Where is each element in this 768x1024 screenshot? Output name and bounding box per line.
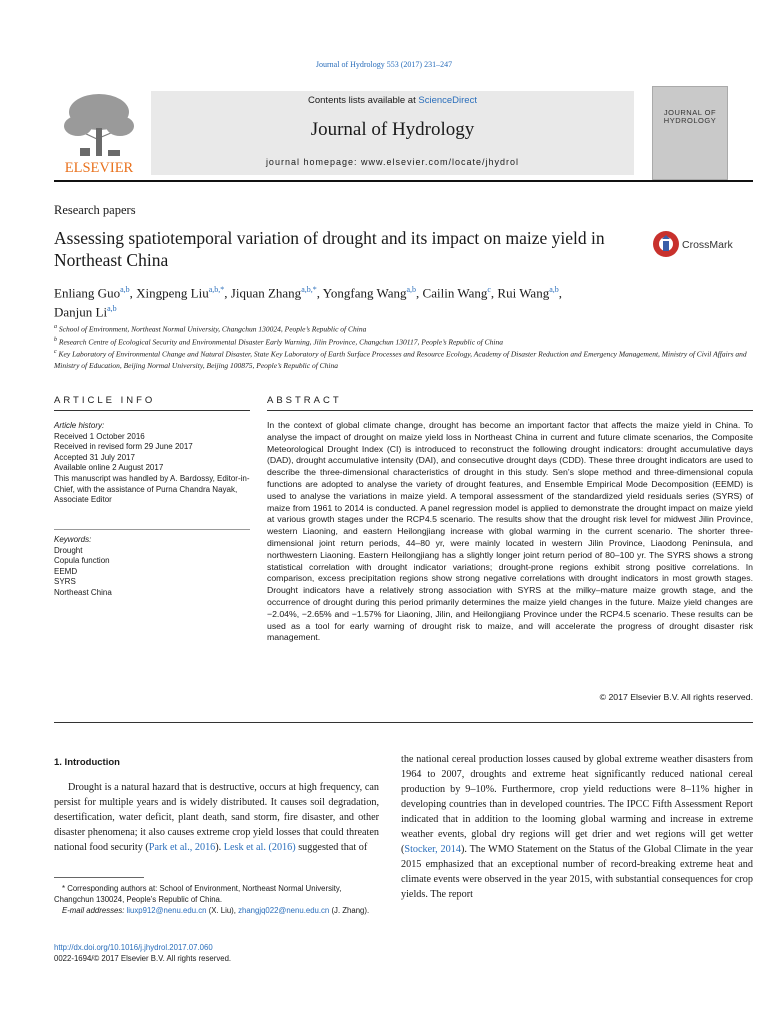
affiliation-item	[54, 347, 754, 371]
intro-right-column	[401, 752, 753, 902]
author-affiliation-mark[interactable]: a,b	[406, 285, 417, 294]
sciencedirect-link[interactable]: ScienceDirect	[418, 95, 477, 106]
keyword-item: SYRS	[54, 577, 76, 587]
article-info-heading: ARTICLE INFO	[54, 395, 156, 406]
email-owner-zhang: (J. Zhang).	[329, 906, 370, 915]
intro-right-text-2: ). The WMO Statement on the Status of the Global Climate in the year 2015 emphasized that an exceptional number of record-breaking extreme heat and climate events were observed in the year 2015, with substantial consequences for crop yields. The report	[401, 844, 753, 900]
paper-title: Assessing spatiotemporal variation of drought and its impact on maize yield in Northeast China	[54, 228, 605, 270]
issn-line: 0022-1694/© 2017 Elsevier B.V. All rights reserved.	[54, 954, 232, 963]
abstract-text: In the context of global climate change, drought has become an important factor that affects the maize yield in China. To analyse the impact of drought on maize yield loss in Northeast China in current and future climate scenarios, the Composite Meteorological Drought Index (CI) is introduced to reconstruct the following drought indicators: drought accumulative days (DAD), drought accumulative intensity (DAI), and consecutive drought days (CDD). These three drought indicators are used to describe the three-dimensional characteristics of drought in this study. Sen’s slope method and three-dimensional copula functions are adopted to analyse the variety of drought features, and Ensemble Empirical Mode Decomposition (EEMD) is used to analyse the variations in maize yield. A temporal assessment of the standardized yield residuals series (SYRS) of maize from 1961 to 2014 is conducted. A panel regression model is applied to demonstrate the drought impact on maize yield at various growth stages under the RCP4.5 scenario. The results show that the drought risk level for midwest Jilin Province, western Liaoning, and eastern Heilongjiang increase with global warming in the current scenario. The shorter three-dimensional joint return periods, 44–80 yr, were mainly located in western Jilin Province, Liaodong Peninsula, and northwestern Liaoning. Eastern Heilongjiang has a slightly longer joint return period of 80–100 yr. The SYRS shows a strong statistical correlation with drought indicator variations; drought-prone regions exhibit strong positive correlations. In comparison, excess precipitation regions show strong negative correlations with drought indicators in most growth stages. Drought indicators have a relatively strong association with SYRS at the milky–mature maize growth stage, and the occurrence of drought during this period primarily determines the maize yield changes in the future. Maize yield changes are −2.04%, −2.65% and −1.57% for Liaoning, Jilin, and Heilongjiang Province under the RCP4.5 scenario. These results can be used as a tool for early warning of drought risk to maize, and will accelerate the progress of drought disaster risk management.	[267, 420, 753, 643]
history-item: Accepted 31 July 2017	[54, 452, 135, 462]
keyword-item: EEMD	[54, 566, 78, 576]
author-separator: ,	[490, 285, 498, 301]
intro-left-text: Drought is a natural hazard that is destructive, occurs at high frequency, can persist for multiple years and is widely distributed. It causes soil degradation, desertification, water deficit, plant death, sand storm, fire disaster, and other disaster phenomena; it also causes extreme crop yield losses that could threaten national food security (	[54, 782, 379, 853]
footnote-rule	[54, 877, 144, 878]
crossmark-label: CrossMark	[682, 239, 733, 251]
author-name[interactable]: Rui Wang	[497, 285, 550, 301]
author-affiliation-mark[interactable]: a,b	[107, 304, 117, 314]
abstract-bottom-rule	[54, 722, 753, 723]
citation-lesk-2016[interactable]: Lesk et al. (2016)	[223, 842, 296, 853]
author-name[interactable]: Xingpeng Liu	[136, 285, 209, 301]
affiliations	[54, 322, 754, 371]
intro-right-text: the national cereal production losses caused by global extreme weather disasters from 1964 to 2007, droughts and extreme heat significantly reduced national cereal production by 9–10%. Furthermore, crop yield reductions were 8–11% higher in developing countries than in developed countries. The IPCC Fifth Assessment Report indicated that in addition to the looming global warming and increase in extreme weather events, global dry regions will get drier and wet regions will get wetter (	[401, 754, 753, 855]
email-note	[54, 905, 379, 916]
journal-reference[interactable]: Journal of Hydrology 553 (2017) 231–247	[315, 60, 453, 69]
elsevier-logo	[54, 88, 144, 176]
citation-stocker-2014[interactable]: Stocker, 2014	[404, 844, 461, 855]
article-info-rule	[54, 410, 250, 411]
author-separator: ,	[129, 285, 137, 301]
footnotes	[54, 883, 379, 916]
elsevier-wordmark: ELSEVIER	[64, 160, 134, 176]
author-affiliation-mark[interactable]: a,b,*	[208, 285, 225, 294]
keyword-item: Northeast China	[54, 587, 112, 597]
history-list	[54, 432, 250, 506]
affiliation-item	[54, 335, 754, 348]
homepage-line	[151, 157, 634, 167]
keywords-block	[54, 535, 250, 599]
author-name[interactable]: Enliang Guo	[54, 285, 121, 301]
affiliation-text: Research Centre of Ecological Security and Environmental Disaster Early Warning, Jilin Province, Changchun 130117, People’s Republic of China	[58, 337, 503, 346]
author-name[interactable]: Danjun Li	[54, 304, 108, 320]
author-separator: ,	[558, 285, 563, 301]
author-name[interactable]: Cailin Wang	[422, 285, 488, 301]
affiliation-mark: c	[54, 349, 57, 355]
doi-block	[54, 942, 379, 964]
history-item: Received in revised form 29 June 2017	[54, 442, 193, 452]
affiliation-mark: b	[54, 336, 57, 343]
journal-masthead	[54, 86, 753, 182]
email-owner-liu: (X. Liu),	[206, 906, 239, 915]
author-name[interactable]: Yongfang Wang	[322, 285, 407, 301]
intro-left-column	[54, 780, 379, 855]
author-affiliation-mark[interactable]: a,b	[549, 285, 559, 294]
history-item: Available online 2 August 2017	[54, 463, 164, 473]
introduction-heading: 1. Introduction	[54, 757, 120, 768]
corresponding-author-note: * Corresponding authors at: School of Environment, Northeast Normal University, Changchun 130024, People’s Republic of China.	[54, 884, 342, 904]
history-item: Received 1 October 2016	[54, 431, 145, 441]
crossmark-badge[interactable]	[652, 229, 754, 259]
affiliation-text: Key Laboratory of Environmental Change and Natural Disaster, State Key Laboratory of Earth Surface Processes and Resource Ecology, Academy of Disaster Reduction and Emergency Management, Ministry of Civil Affairs and Ministry of Education, Beijing Normal University, Beijing 100875, People’s Republic of China	[54, 349, 747, 370]
affiliation-item	[54, 322, 754, 335]
email-link-liu[interactable]: liuxp912@nenu.edu.cn	[126, 906, 207, 915]
author-list	[54, 282, 744, 321]
keyword-list	[54, 546, 250, 599]
contents-line	[151, 95, 634, 106]
affiliation-mark: a	[54, 324, 57, 330]
author-separator: ,	[416, 285, 423, 301]
homepage-link[interactable]: www.elsevier.com/locate/jhydrol	[361, 157, 520, 167]
email-label: E-mail addresses:	[62, 906, 125, 915]
affiliation-text: School of Environment, Northeast Normal University, Changchun 130024, People’s Republic of China	[58, 324, 367, 334]
abstract-heading: ABSTRACT	[267, 395, 342, 406]
history-item: This manuscript was handled by A. Bardossy, Editor-in-Chief, with the assistance of Purna Chandra Nayak, Associate Editor	[54, 473, 250, 505]
abstract-copyright: © 2017 Elsevier B.V. All rights reserved.	[599, 692, 753, 702]
history-label: Article history:	[54, 421, 105, 430]
abstract-rule	[267, 410, 753, 411]
homepage-prefix: journal homepage:	[265, 157, 361, 167]
keyword-item: Drought	[54, 545, 83, 555]
journal-header-box	[151, 91, 634, 175]
contents-prefix: Contents lists available at	[308, 95, 419, 106]
doi-link[interactable]: http://dx.doi.org/10.1016/j.jhydrol.2017.07.060	[54, 943, 213, 952]
keywords-label: Keywords:	[54, 535, 92, 544]
article-history	[54, 421, 250, 506]
author-separator: ,	[316, 285, 323, 301]
section-label: Research papers	[54, 203, 136, 217]
email-link-zhang[interactable]: zhangjq022@nenu.edu.cn	[238, 906, 330, 915]
author-affiliation-mark[interactable]: a,b	[120, 285, 130, 294]
intro-left-end: suggested that of	[295, 842, 368, 853]
journal-title: Journal of Hydrology	[310, 119, 475, 140]
author-name[interactable]: Jiquan Zhang	[230, 285, 302, 301]
intro-left-mid: ).	[215, 842, 224, 853]
author-affiliation-mark[interactable]: a,b,*	[301, 285, 317, 294]
cover-title: JOURNAL OF HYDROLOGY	[663, 108, 717, 125]
citation-park-2016[interactable]: Park et al., 2016	[148, 842, 216, 853]
author-affiliation-mark[interactable]: c	[487, 285, 491, 294]
keywords-divider	[54, 529, 250, 530]
journal-cover-thumbnail	[652, 86, 728, 180]
author-separator: ,	[224, 285, 231, 301]
keyword-item: Copula function	[54, 556, 110, 566]
